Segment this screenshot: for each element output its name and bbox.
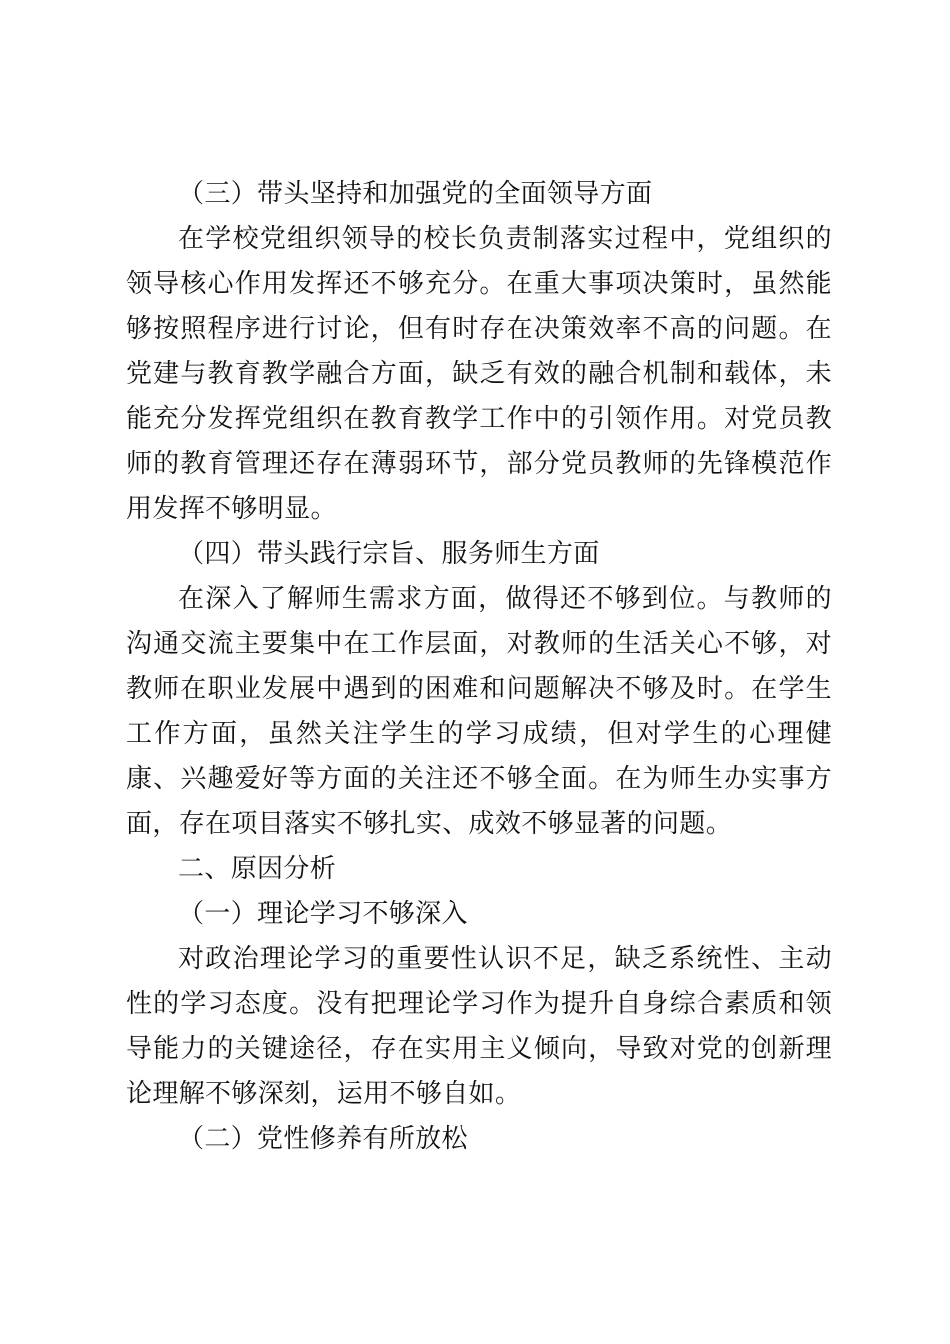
paragraph-serve-teachers-students: 在深入了解师生需求方面，做得还不够到位。与教师的沟通交流主要集中在工作层面，对教师的生活关心不够，对教师在职业发展中遇到的困难和问题解决不够及时。在学生工作方面，虽然关注学生的学习成绩，但对学生的心理健康、兴趣爱好等方面的关注还不够全面。在为师生办实事方面，存在项目落实不够扎实、成效不够显著的问题。 — [126, 584, 832, 839]
document-body — [126, 172, 832, 1162]
section-heading-4: （四）带头践行宗旨、服务师生方面 — [178, 539, 600, 569]
section-heading-theory-study: （一）理论学习不够深入 — [178, 899, 468, 929]
paragraph-party-leadership: 在学校党组织领导的校长负责制落实过程中，党组织的领导核心作用发挥还不够充分。在重大事项决策时，虽然能够按照程序进行讨论，但有时存在决策效率不高的问题。在党建与教育教学融合方面，缺乏有效的融合机制和载体，未能充分发挥党组织在教育教学工作中的引领作用。对党员教师的教育管理还存在薄弱环节，部分党员教师的先锋模范作用发挥不够明显。 — [126, 224, 832, 524]
paragraph-theory-study: 对政治理论学习的重要性认识不足，缺乏系统性、主动性的学习态度。没有把理论学习作为提升自身综合素质和领导能力的关键途径，存在实用主义倾向，导致对党的创新理论理解不够深刻，运用不够自如。 — [126, 944, 832, 1109]
section-heading-party-spirit: （二）党性修养有所放松 — [178, 1124, 468, 1154]
chapter-heading-cause-analysis: 二、原因分析 — [178, 854, 337, 884]
section-heading-3: （三）带头坚持和加强党的全面领导方面 — [178, 179, 653, 209]
